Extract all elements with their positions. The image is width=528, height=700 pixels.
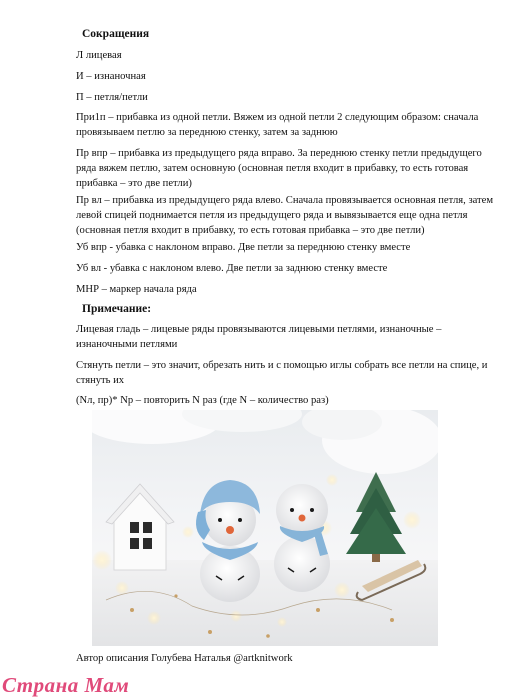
heading-abbreviations: Сокращения xyxy=(82,28,150,40)
abbrev-item-purl: И – изнаночная xyxy=(76,71,146,82)
abbrev-item-decrease-right: Уб впр - убавка с наклоном вправо. Две петли за переднюю стенку вместе xyxy=(76,242,411,253)
abbrev-item-face: Л лицевая xyxy=(76,50,122,61)
note-gather-loops: Стянуть петли – это значит, обрезать нить и с помощью иглы собрать все петли на спице, и стянуть их xyxy=(76,360,488,386)
site-watermark: Страна Мам xyxy=(2,673,130,697)
abbrev-item-increase-right: Пр впр – прибавка из предыдущего ряда вправо. За переднюю стенку петли предыдущего ряда вяжем петлю, затем основную (основная петля входит в прибавку, то есть готовая прибавка – это две петли) xyxy=(76,148,482,189)
abbrev-item-decrease-left: Уб вл - убавка с наклоном влево. Две петли за заднюю стенку вместе xyxy=(76,263,388,274)
snowmen-illustration xyxy=(92,410,438,646)
snowmen-photo xyxy=(92,410,438,646)
abbrev-item-loop: П – петля/петли xyxy=(76,92,148,103)
note-repeat: (Nл, пр)* Np – повторить N раз (где N – количество раз) xyxy=(76,395,329,406)
abbrev-item-row-marker: МНР – маркер начала ряда xyxy=(76,284,197,295)
heading-note: Примечание: xyxy=(82,303,152,315)
abbrev-item-increase-left: Пр вл – прибавка из предыдущего ряда влево. Сначала провязывается основная петля, затем левой спицей поднимается петля из предыдущего ряда и вывязывается еще одна петля (основная петля входит в прибавку, то есть готовая прибавка – это две петли) xyxy=(76,195,494,236)
photo-caption: Автор описания Голубева Наталья @artknitwork xyxy=(76,653,293,664)
abbrev-item-increase-one: При1п – прибавка из одной петли. Вяжем из одной петли 2 следующим образом: сначала провязываем петлю за переднюю стенку, затем за заднюю xyxy=(76,112,479,138)
note-stockinette: Лицевая гладь – лицевые ряды провязываются лицевыми петлями, изнаночные – изнаночными петлями xyxy=(76,324,442,350)
